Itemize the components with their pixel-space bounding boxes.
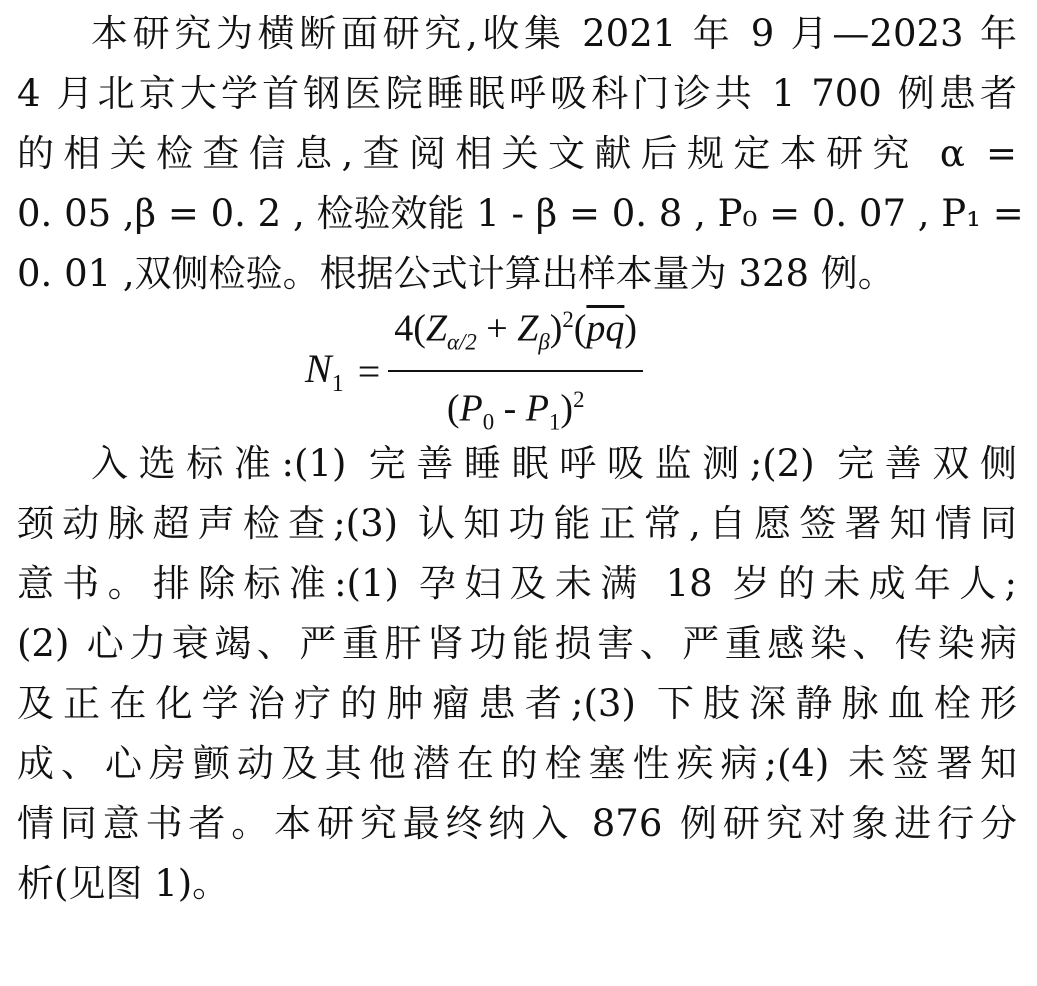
text-line: (2) 心力衰竭、严重肝肾功能损害、严重感染、传染病 (17, 622, 1017, 665)
text-line: 0. 05 ,β = 0. 2 , 检验效能 1 - β = 0. 8 , P₀ = 0. 07 , P₁ = (17, 192, 1024, 235)
formula-equals: = (357, 349, 381, 394)
text-line: 入选标准:(1) 完善睡眠呼吸监测;(2) 完善双侧 (91, 442, 1017, 485)
text-line: 颈动脉超声检查;(3) 认知功能正常,自愿签署知情同 (17, 502, 1017, 545)
text-line: 及正在化学治疗的肿瘤患者;(3) 下肢深静脉血栓形 (17, 682, 1017, 725)
sample-size-formula (17, 304, 1017, 434)
fraction-bar (388, 370, 643, 372)
formula-denominator: $(P_0 - P_1)^2$ (446, 386, 585, 434)
paragraph-study-design (17, 4, 1024, 304)
formula-lhs: $N_1$ (305, 346, 344, 397)
text-line: 意书。排除标准:(1) 孕妇及未满 18 岁的未成年人; (17, 562, 1017, 605)
text-line: 的相关检查信息,查阅相关文献后规定本研究 α = (17, 132, 1017, 175)
text-line: 0. 01 ,双侧检验。根据公式计算出样本量为 328 例。 (17, 252, 895, 295)
text-line: 4 月北京大学首钢医院睡眠呼吸科门诊共 1 700 例患者 (17, 72, 1017, 115)
text-line: 本研究为横断面研究,收集 2021 年 9 月—2023 年 (91, 12, 1017, 55)
formula-numerator: $4(Z_{\alpha/2} + Z_\beta)^2(\overline{pq})$ (394, 307, 638, 355)
paragraph-criteria (17, 434, 1017, 914)
text-line: 情同意书者。本研究最终纳入 876 例研究对象进行分 (17, 802, 1017, 845)
text-line: 成、心房颤动及其他潜在的栓塞性疾病;(4) 未签署知 (17, 742, 1017, 785)
document-page (0, 4, 1037, 986)
text-line: 析(见图 1)。 (17, 862, 230, 905)
formula-fraction (388, 295, 643, 448)
